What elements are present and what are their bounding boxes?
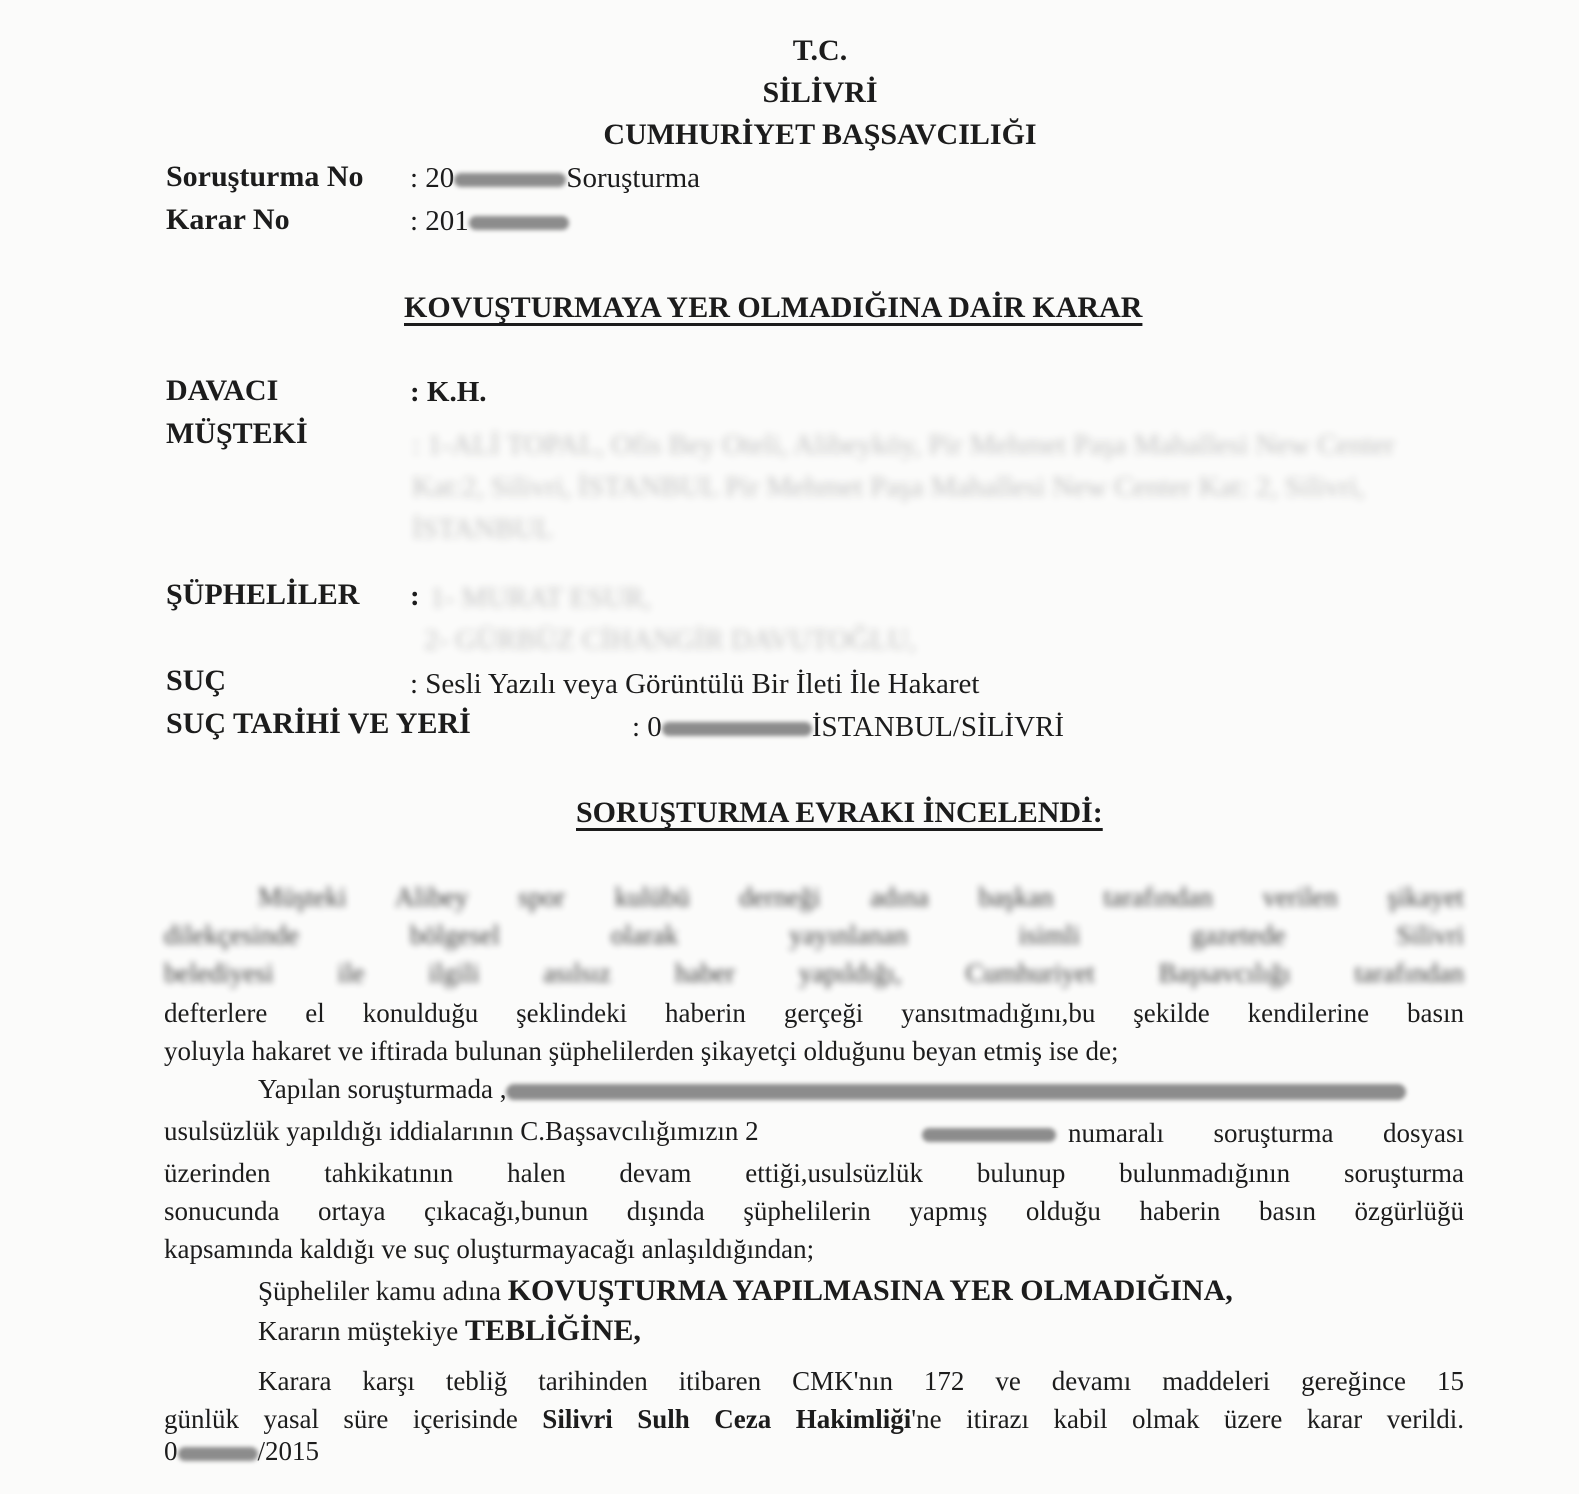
section-title: SORUŞTURMA EVRAKI İNCELENDİ:	[576, 796, 1103, 829]
redaction-mark	[662, 722, 812, 736]
paragraph-5-line-2	[164, 1400, 1464, 1438]
crime-date-prefix: : 0	[632, 711, 662, 743]
paragraph-5-line-1: Karara karşı tebliğ tarihinden itibaren CMK'nın 172 ve devamı maddeleri gereğince 15	[258, 1366, 1464, 1396]
redaction-mark	[506, 1084, 1406, 1100]
paragraph-4	[258, 1314, 641, 1348]
decision-no-value	[410, 205, 569, 238]
crime-place: İSTANBUL/SİLİVRİ	[811, 711, 1065, 743]
paragraph-3	[258, 1274, 1233, 1308]
suspect-2: 2- GÜRBÜZ CİHANGİR DAVUTOĞLU,	[424, 624, 916, 656]
paragraph-2-line-3: üzerinden tahkikatının halen devam ettiği,usulsüzlük bulunup bulunmadığının soruşturma	[164, 1158, 1464, 1188]
crime-label: SUÇ	[166, 664, 227, 697]
header-office: CUMHURİYET BAŞSAVCILIĞI	[603, 118, 1037, 151]
header-city: SİLİVRİ	[762, 76, 878, 109]
investigation-no-prefix: : 20	[410, 162, 455, 194]
paragraph-1-line-3: belediyesi ile ilgili asılsız haber yapıldığı, Cumhuriyet Başsavcılığı tarafından	[164, 958, 1464, 988]
document-title: KOVUŞTURMAYA YER OLMADIĞINA DAİR KARAR	[404, 291, 1143, 324]
paragraph-1-line-5: yoluyla hakaret ve iftirada bulunan şüphelilerden şikayetçi olduğunu beyan etmiş ise de;	[164, 1036, 1119, 1066]
redaction-mark	[469, 216, 569, 230]
paragraph-3-decision: KOVUŞTURMA YAPILMASINA YER OLMADIĞINA,	[507, 1274, 1233, 1307]
redaction-mark	[454, 173, 566, 187]
header-tc: T.C.	[792, 34, 848, 67]
decision-date-suffix: /2015	[257, 1436, 320, 1466]
paragraph-2-line-1	[258, 1074, 1406, 1105]
investigation-no-value	[410, 162, 700, 195]
paragraph-5-text-a: günlük yasal süre içerisinde	[164, 1404, 543, 1434]
paragraph-3-text: Şüpheliler kamu adına	[258, 1276, 508, 1306]
paragraph-4-decision: TEBLİĞİNE,	[464, 1314, 641, 1347]
suspects-colon: :	[410, 580, 420, 612]
paragraph-1-line-4: defterlere el konulduğu şeklindeki haberin gerçeği yansıtmadığını,bu şekilde kendilerine basın	[164, 998, 1464, 1028]
decision-no-prefix: : 201	[410, 205, 469, 237]
crime-date-value	[632, 711, 1064, 744]
complainant-value: : 1-ALİ TOPAL, Ofis Bey Oteli, Alibeyköy, Pir Mehmet Paşa Mahallesi New Center Kat:2, Silivri, İSTANBUL Pir Mehmet Paşa Mahallesi New Center Kat: 2, Silivri, İSTANBUL	[412, 429, 1395, 545]
paragraph-2-line-4: sonucunda ortaya çıkacağı,bunun dışında şüphelilerin yapmış olduğu haberin basın özgürlüğü	[164, 1196, 1464, 1226]
paragraph-2-start: Yapılan soruşturmada ,	[258, 1074, 507, 1104]
investigation-no-suffix: Soruşturma	[566, 162, 701, 194]
redaction-mark	[922, 1128, 1056, 1142]
crime-value: : Sesli Yazılı veya Görüntülü Bir İleti İle Hakaret	[410, 668, 980, 700]
investigation-no-label: Soruşturma No	[166, 160, 364, 193]
decision-no-label: Karar No	[166, 203, 290, 236]
paragraph-5-text-b: 'ne itirazı kabil olmak üzere karar verildi.	[911, 1404, 1464, 1434]
suspects-label: ŞÜPHELİLER	[166, 578, 360, 611]
paragraph-2-line-2a: usulsüzlük yapıldığı iddialarının C.Başsavcılığımızın 2	[164, 1116, 759, 1146]
paragraph-4-text: Kararın müştekiye	[258, 1316, 465, 1346]
decision-date-prefix: 0	[164, 1436, 178, 1466]
paragraph-1-line-2: dilekçesinde bölgesel olarak yayınlanan isimli gazetede Silivri	[164, 920, 1464, 950]
decision-date	[164, 1436, 319, 1467]
plaintiff-value: : K.H.	[410, 376, 487, 408]
court-name: Silivri Sulh Ceza Hakimliği	[542, 1404, 912, 1434]
plaintiff-label: DAVACI	[166, 374, 279, 407]
paragraph-2-line-5: kapsamında kaldığı ve suç oluşturmayacağı anlaşıldığından;	[164, 1234, 815, 1264]
redaction-mark	[178, 1447, 258, 1461]
paragraph-2-line-2b: numaralı soruşturma dosyası	[1068, 1118, 1464, 1148]
suspect-1: 1- MURAT ESUR,	[430, 582, 652, 614]
crime-date-label: SUÇ TARİHİ VE YERİ	[166, 707, 471, 740]
paragraph-1-line-1: Müşteki Alibey spor kulübü derneği adına başkan tarafından verilen şikayet	[258, 882, 1464, 912]
complainant-label: MÜŞTEKİ	[166, 417, 308, 450]
